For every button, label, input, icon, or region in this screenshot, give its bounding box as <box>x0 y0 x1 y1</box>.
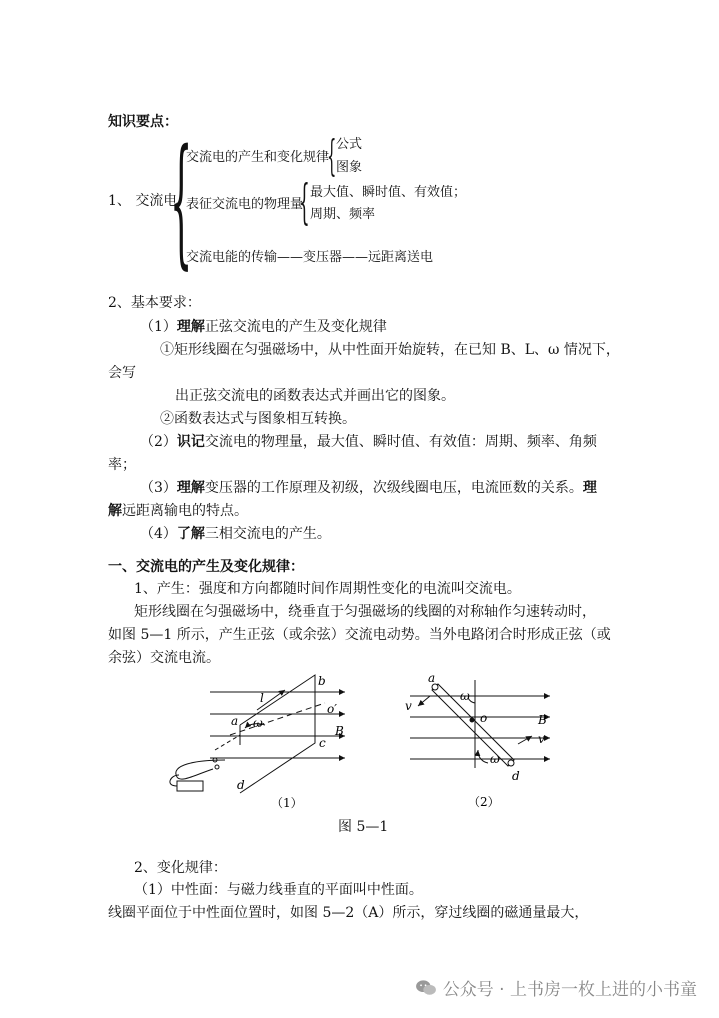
part1-p1: 1、产生：强度和方向都随时间作周期性变化的电流叫交流电。 <box>134 581 521 597</box>
resistor <box>177 781 203 791</box>
section2-title: 2、基本要求： <box>108 295 201 311</box>
watermark-text: 公众号 · 上书房一枚上进的小书童 <box>442 980 697 1000</box>
caption-2: （2） <box>468 795 500 809</box>
part1-p3: 如图 5—1 所示，产生正弦（或余弦）交流电动势。当外电路闭合时形成正弦（或 <box>108 627 611 643</box>
label-B: B <box>538 713 547 727</box>
req-3-cont: 解远距离输电的特点。 <box>108 503 248 519</box>
figure-5-1-diagram-2 <box>400 668 570 813</box>
label-d: d <box>237 778 245 792</box>
branch2-sub-period: 周期、频率 <box>310 207 376 222</box>
coil-frame <box>240 675 315 793</box>
label-l: l <box>260 691 264 705</box>
label-c: c <box>319 736 326 750</box>
branch1-sub-graph: 图象 <box>336 160 363 175</box>
req-2-cont: 率； <box>108 457 136 473</box>
label-omega: ω <box>460 689 470 703</box>
req-1c: ②函数表达式与图象相互转换。 <box>160 411 356 427</box>
label-omega: ω <box>490 752 500 766</box>
req-1a: ①矩形线圈在匀强磁场中，从中性面开始旋转，在已知 B、L、ω 情况下， <box>160 342 620 358</box>
branch2-text: 表征交流电的物理量 <box>186 197 304 212</box>
req-1: （1）理解正弦交流电的产生及变化规律 <box>140 319 387 335</box>
wechat-icon <box>415 979 437 997</box>
branch1-brace: { <box>327 131 337 180</box>
main-brace: { <box>170 120 193 283</box>
watermark <box>415 975 697 1000</box>
req-2: （2）识记交流电的物理量，最大值、瞬时值、有效值：周期、频率、角频 <box>140 434 597 450</box>
label-B: B <box>335 724 344 738</box>
lead-wire <box>176 760 225 779</box>
part2-p1: 2、变化规律： <box>134 860 227 876</box>
label-v: v <box>405 699 412 713</box>
label-a: a <box>428 671 436 685</box>
label-o-prime: o′ <box>327 702 337 716</box>
rotation-axis <box>230 703 325 735</box>
req-3: （3）理解变压器的工作原理及初级，次级线圈电压，电流匝数的关系。理 <box>140 480 597 496</box>
caption-1: （1） <box>271 796 303 810</box>
part2-p3: 线圈平面位于中性面位置时，如图 5—2（A）所示，穿过线圈的磁通量最大， <box>108 905 589 921</box>
figure-5-1-diagram-1 <box>165 665 365 815</box>
part2-p2: （1）中性面：与磁力线垂直的平面叫中性面。 <box>134 882 423 898</box>
part1-title: 一、交流电的产生及变化规律： <box>108 559 304 575</box>
req-1b: 出正弦交流电的函数表达式并画出它的图象。 <box>175 388 455 404</box>
label-v: v <box>538 732 545 746</box>
branch2-brace: { <box>299 174 310 230</box>
section1-label: 1、 交流电 <box>108 193 178 209</box>
part1-p4: 余弦）交流电流。 <box>108 650 220 666</box>
req-4: （4）了解三相交流电的产生。 <box>140 526 331 542</box>
label-omega: ω <box>253 716 263 730</box>
figure-caption: 图 5—1 <box>338 819 389 835</box>
page-heading: 知识要点： <box>108 114 178 130</box>
label-a: a <box>231 714 239 728</box>
branch1-sub-formula: 公式 <box>336 137 363 152</box>
branch1-text: 交流电的产生和变化规律 <box>186 150 330 165</box>
label-o: o <box>480 711 488 725</box>
label-b: b <box>318 674 326 688</box>
branch2-sub-values: 最大值、瞬时值、有效值； <box>310 185 467 200</box>
part1-p2: 矩形线圈在匀强磁场中，绕垂直于匀强磁场的线圈的对称轴作匀速转动时， <box>134 604 596 620</box>
branch3-text: 交流电能的传输——变压器——远距离送电 <box>186 250 434 265</box>
req-1a-cont: 会写 <box>108 365 136 381</box>
label-d: d <box>512 769 520 783</box>
